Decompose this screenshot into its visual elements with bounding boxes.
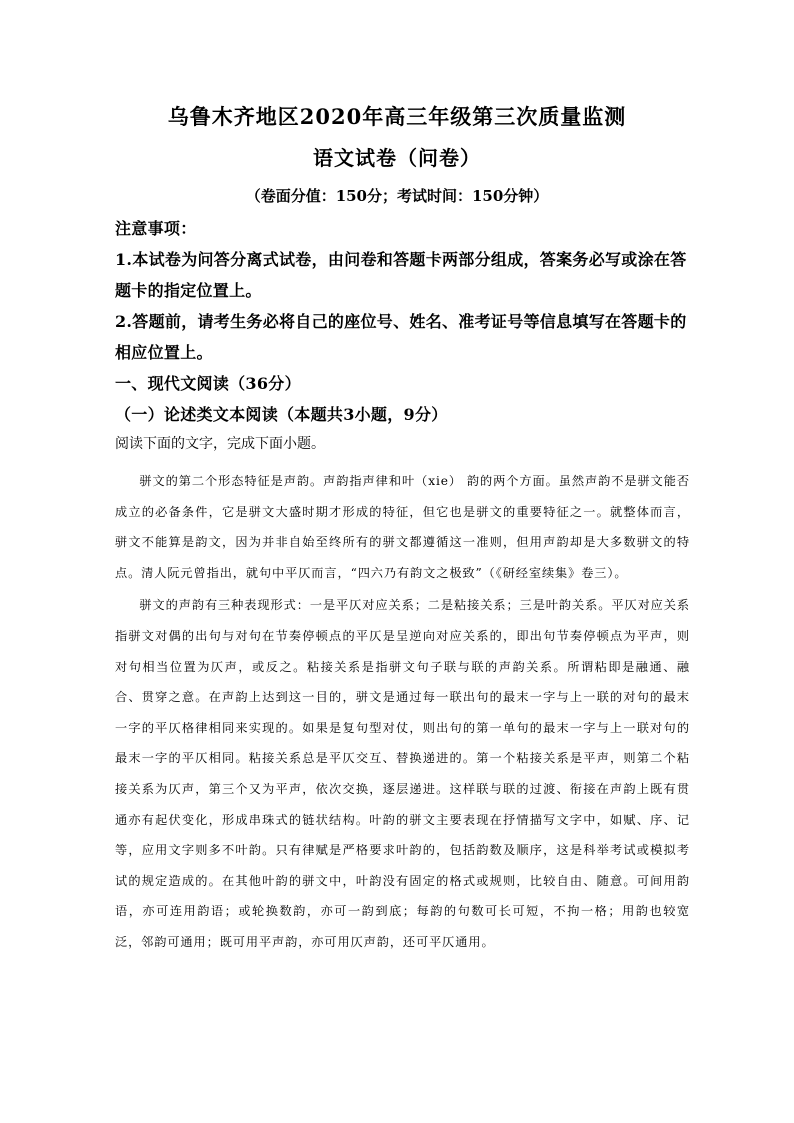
notes-heading: 注意事项： bbox=[115, 219, 197, 238]
notes-item-1: 1.本试卷为问答分离式试卷，由问卷和答题卡两部分组成，答案务必写或涂在答题卡的指定位置上。 bbox=[115, 250, 687, 300]
exam-meta: （卷面分值：150分；考试时间：150分钟） bbox=[245, 187, 549, 205]
notes-block bbox=[115, 213, 690, 430]
passage-paragraph-2: 骈文的声韵有三种表现形式：一是平仄对应关系；二是粘接关系；三是叶韵关系。平仄对应关系指骈文对偶的出句与对句在节奏停顿点的平仄是呈逆向对应关系的，即出句节奏停顿点为平声，则对句相当位置为仄声，或反之。粘接关系是指骈文句子联与联的声韵关系。所谓粘即是融通、融合、贯穿之意。在声韵上达到这一目的，骈文是通过每一联出句的最末一字与上一联的对句的最末一字的平仄格律相同来实现的。如果是复句型对仗，则出句的第一单句的最末一字与上一联对句的最末一字的平仄相同。粘接关系总是平仄交互、替换递进的。第一个粘接关系是平声，则第二个粘接关系为仄声，第三个又为平声，依次交换，逐层递进。这样联与联的过渡、衔接在声韵上既有贯通亦有起伏变化，形成串珠式的链状结构。叶韵的骈文主要表现在抒情描写文字中，如赋、序、记等，应用文字则多不叶韵。只有律赋是严格要求叶韵的，包括韵数及顺序，这是科举考试或模拟考试的规定造成的。在其他叶韵的骈文中，叶韵没有固定的格式或规则，比较自由、随意。可间用韵语，亦可连用韵语；或轮换数韵，亦可一韵到底；每韵的句数可长可短，不拘一格；用韵也较宽泛，邻韵可通用；既可用平声韵，亦可用仄声韵，还可平仄通用。 bbox=[115, 598, 690, 949]
reading-instruction: 阅读下面的文字，完成下面小题。 bbox=[115, 436, 325, 452]
exam-title: 乌鲁木齐地区2020年高三年级第三次质量监测 bbox=[167, 104, 627, 129]
section-title: 一、现代文阅读（36分） bbox=[115, 374, 301, 393]
exam-subtitle: 语文试卷（问卷） bbox=[313, 146, 481, 170]
passage-paragraph-1: 骈文的第二个形态特征是声韵。声韵指声律和叶（xie） 韵的两个方面。虽然声韵不是骈文能否成立的必备条件，它是骈文大盛时期才形成的特征，但它也是骈文的重要特征之一。就整体而言，骈文不能算是韵文，因为并非自始至终所有的骈文都遵循这一准则，但用声韵却是大多数骈文的特点。清人阮元曾指出，就句中平仄而言，“四六乃有韵文之极致”（《研经室续集》卷三）。 bbox=[115, 474, 690, 580]
notes-item-2: 2.答题前，请考生务必将自己的座位号、姓名、准考证号等信息填写在答题卡的相应位置上。 bbox=[115, 312, 687, 362]
reading-passage bbox=[115, 466, 690, 960]
section-subtitle: （一）论述类文本阅读（本题共3小题，9分） bbox=[115, 405, 448, 424]
